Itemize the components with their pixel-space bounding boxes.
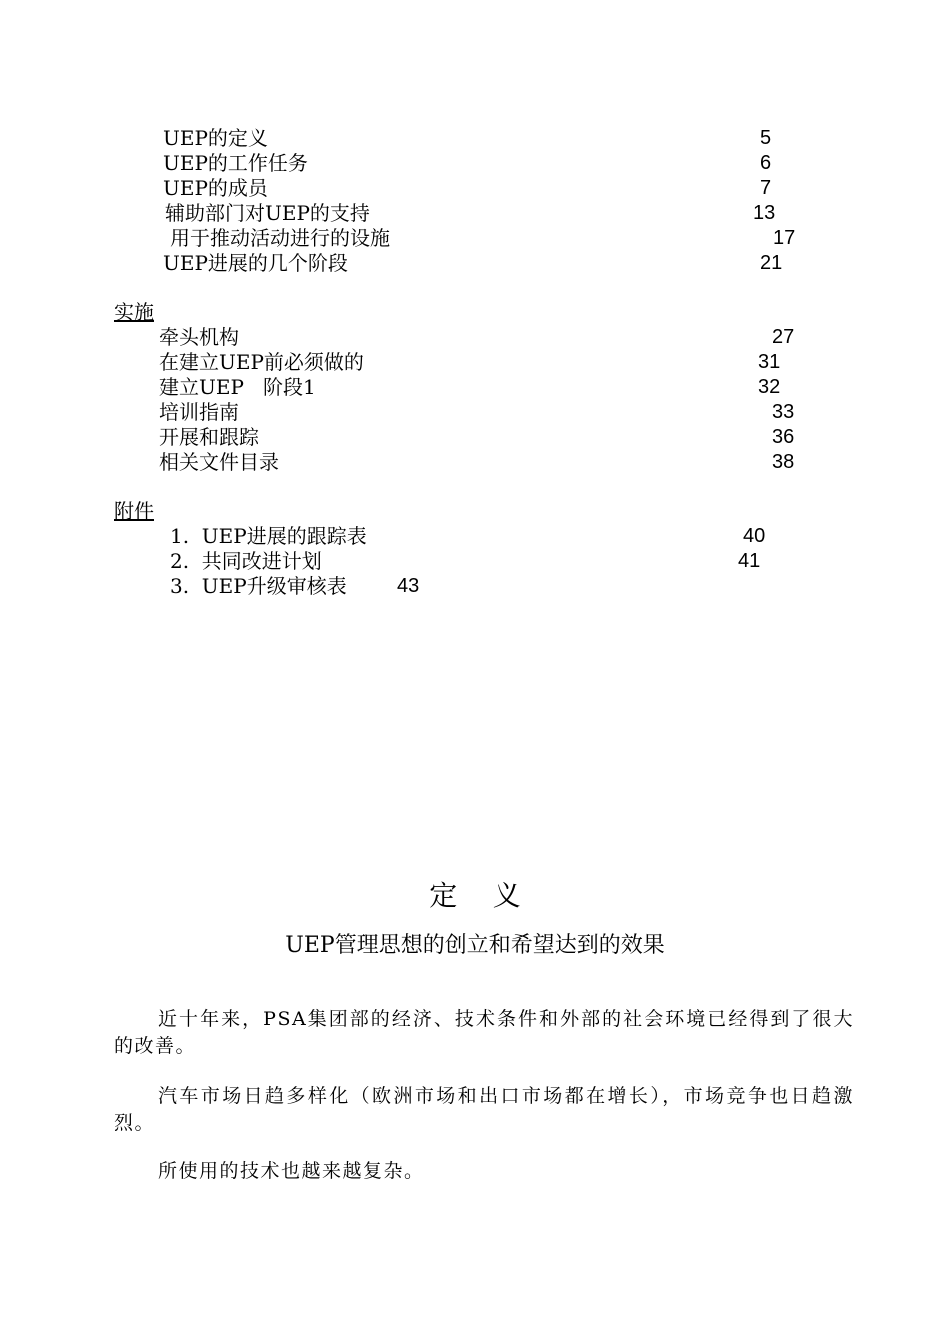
toc-item-page: 17 [773, 227, 796, 249]
toc-item-title: 辅助部门对UEP的支持 [165, 201, 370, 225]
toc-item-page: 7 [760, 177, 772, 199]
toc-item-title: 在建立UEP前必须做的 [159, 350, 364, 374]
toc-item-title: 1. UEP进展的跟踪表 [170, 524, 367, 548]
body-paragraph: 汽车市场日趋多样化（欧洲市场和出口市场都在增长），市场竞争也日趋激烈。 [114, 1085, 854, 1134]
toc-item-page: 5 [760, 127, 772, 149]
toc-item-page: 40 [743, 525, 766, 547]
toc-item-page: 6 [760, 152, 772, 174]
toc-item-page: 38 [772, 451, 795, 473]
toc-item-title: UEP的成员 [163, 176, 268, 200]
section-heading: 附件 [114, 499, 154, 523]
toc-item-page: 43 [397, 575, 420, 597]
toc-item-page: 41 [738, 550, 761, 572]
page-subtitle: UEP管理思想的创立和希望达到的效果 [285, 933, 665, 958]
toc-item-title: 3. UEP升级审核表 [170, 574, 347, 598]
toc-item-page: 31 [758, 351, 781, 373]
toc-item-title: UEP的定义 [163, 126, 268, 150]
toc-item-title: 用于推动活动进行的设施 [170, 226, 390, 250]
toc-item-title: UEP进展的几个阶段 [163, 251, 348, 275]
toc-item-title: 建立UEP 阶段1 [159, 375, 316, 399]
section-heading: 实施 [114, 300, 154, 324]
toc-item-page: 36 [772, 426, 795, 448]
toc-item-page: 32 [758, 376, 781, 398]
toc-item-title: 相关文件目录 [159, 450, 279, 474]
toc-item-page: 13 [753, 202, 776, 224]
toc-item-title: 牵头机构 [159, 325, 239, 349]
toc-item-page: 27 [772, 326, 795, 348]
toc-item-title: 2. 共同改进计划 [170, 549, 322, 573]
toc-item-page: 21 [760, 252, 783, 274]
page-title: 定 义 [429, 879, 521, 912]
toc-item-title: 培训指南 [159, 400, 239, 424]
body-paragraph: 近十年来，PSA集团部的经济、技术条件和外部的社会环境已经得到了很大的改善。 [114, 1008, 854, 1057]
toc-item-page: 33 [772, 401, 795, 423]
body-paragraph: 所使用的技术也越来越复杂。 [158, 1160, 425, 1182]
toc-item-title: UEP的工作任务 [163, 151, 308, 175]
toc-item-title: 开展和跟踪 [159, 425, 259, 449]
